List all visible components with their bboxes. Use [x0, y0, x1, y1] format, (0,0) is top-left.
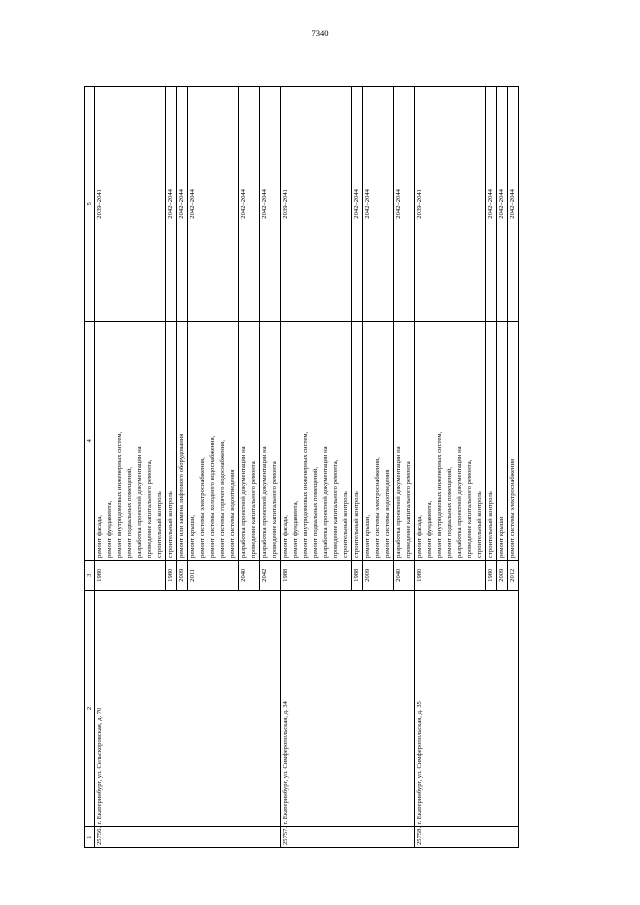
work-line: проведение капитального ремонта,: [466, 459, 473, 558]
work-line: ремонт фасада,: [282, 515, 289, 558]
works-cell: [486, 321, 497, 560]
work-line: ремонт подвальных помещений,: [312, 466, 319, 558]
year-cell: 2040: [239, 560, 260, 590]
works-cell: [394, 321, 415, 560]
work-line: ремонт внутридомовых инженерных систем,: [116, 431, 123, 558]
work-line: разработка проектной документации на: [240, 446, 247, 558]
work-line: строительный контроль: [353, 491, 360, 558]
work-line: разработка проектной документации на: [322, 446, 329, 558]
period-cell: 2042–2044: [188, 87, 239, 322]
year-cell: 1980: [166, 560, 177, 590]
year-cell: 2009: [363, 560, 394, 590]
works-cell: [352, 321, 363, 560]
work-line: проведение капитального ремонта: [271, 461, 278, 558]
works-cell: [497, 321, 508, 560]
works-cell: [95, 321, 166, 560]
address-cell: г. Екатеринбург, ул. Симферопольская, д. 34: [281, 590, 415, 827]
work-line: проведение капитального ремонта: [250, 461, 257, 558]
year-cell: 2012: [508, 560, 519, 590]
work-line: ремонт фасада,: [416, 515, 423, 558]
header-cell-2: 2: [85, 590, 95, 827]
work-line: ремонт крыши,: [189, 515, 196, 558]
address-cell: г. Екатеринбург, ул. Симферопольская, д. 35: [415, 590, 519, 827]
work-line: ремонт или замена лифтового оборудования: [178, 433, 185, 558]
work-line: разработка проектной документации на: [136, 446, 143, 558]
work-line: ремонт крыши: [498, 516, 505, 558]
work-line: проведение капитального ремонта,: [146, 459, 153, 558]
period-cell: 2042–2044: [177, 87, 188, 322]
year-cell: 1980: [486, 560, 497, 590]
work-line: ремонт внутридомовых инженерных систем,: [302, 431, 309, 558]
year-cell: 2040: [394, 560, 415, 590]
page-number: 7340: [311, 28, 329, 38]
period-cell: 2042–2044: [497, 87, 508, 322]
work-line: проведение капитального ремонта: [405, 461, 412, 558]
period-cell: 2042–2044: [486, 87, 497, 322]
works-cell: [260, 321, 281, 560]
period-cell: 2042–2044: [239, 87, 260, 322]
table-body: [95, 87, 519, 848]
work-line: ремонт системы электроснабжения,: [374, 457, 381, 558]
works-cell: [415, 321, 486, 560]
rotated-table-container: [84, 86, 604, 848]
work-line: проведение капитального ремонта,: [332, 459, 339, 558]
period-cell: 2039–2041: [415, 87, 486, 322]
work-line: строительный контроль: [156, 491, 163, 558]
work-line: строительный контроль: [476, 491, 483, 558]
table-row: [95, 87, 166, 848]
work-line: ремонт системы электроснабжения: [509, 458, 516, 558]
work-line: разработка проектной документации на: [261, 446, 268, 558]
header-cell-4: 4: [85, 321, 95, 560]
capital-repair-table: [84, 86, 519, 848]
works-cell: [281, 321, 352, 560]
work-line: ремонт крыши,: [364, 515, 371, 558]
period-cell: 2042–2044: [508, 87, 519, 322]
year-cell: 2042: [260, 560, 281, 590]
work-line: ремонт системы водоотведения: [384, 469, 391, 558]
work-line: ремонт фундамента,: [426, 500, 433, 558]
work-line: ремонт внутридомовых инженерных систем,: [436, 431, 443, 558]
work-line: ремонт фасада,: [96, 515, 103, 558]
header-cell-5: 5: [85, 87, 95, 322]
year-cell: 1980: [415, 560, 486, 590]
work-line: ремонт системы холодного водоснабжения,: [209, 435, 216, 558]
year-cell: 2011: [188, 560, 239, 590]
entry-number-cell: 25757.: [281, 827, 415, 848]
year-cell: 1988: [281, 560, 352, 590]
works-cell: [363, 321, 394, 560]
period-cell: 2042–2044: [166, 87, 177, 322]
work-line: разработка проектной документации на: [456, 446, 463, 558]
header-row: [85, 87, 95, 848]
entry-number-cell: 25758.: [415, 827, 519, 848]
period-cell: 2039–2041: [95, 87, 166, 322]
works-cell: [177, 321, 188, 560]
work-line: ремонт подвальных помещений,: [446, 466, 453, 558]
address-cell: г. Екатеринбург, ул. Сельскоровская, д. 70: [95, 590, 281, 827]
work-line: строительный контроль: [487, 491, 494, 558]
year-cell: 1980: [95, 560, 166, 590]
header-cell-3: 3: [85, 560, 95, 590]
period-cell: 2042–2044: [363, 87, 394, 322]
table-row: [281, 87, 352, 848]
year-cell: 2009: [497, 560, 508, 590]
work-line: разработка проектной документации на: [395, 446, 402, 558]
work-line: ремонт системы водоотведения: [229, 469, 236, 558]
works-cell: [188, 321, 239, 560]
year-cell: 1988: [352, 560, 363, 590]
header-cell-1: 1: [85, 827, 95, 848]
period-cell: 2042–2044: [352, 87, 363, 322]
work-line: ремонт фундамента,: [292, 500, 299, 558]
period-cell: 2042–2044: [260, 87, 281, 322]
work-line: ремонт подвальных помещений,: [126, 466, 133, 558]
work-line: ремонт системы электроснабжения,: [199, 457, 206, 558]
entry-number-cell: 25756.: [95, 827, 281, 848]
works-cell: [166, 321, 177, 560]
period-cell: 2039–2041: [281, 87, 352, 322]
year-cell: 2009: [177, 560, 188, 590]
work-line: ремонт системы горячего водоснабжения,: [219, 440, 226, 558]
works-cell: [508, 321, 519, 560]
work-line: строительный контроль: [342, 491, 349, 558]
work-line: ремонт фундамента,: [106, 500, 113, 558]
works-cell: [239, 321, 260, 560]
period-cell: 2042–2044: [394, 87, 415, 322]
table-row: [415, 87, 486, 848]
work-line: строительный контроль: [167, 491, 174, 558]
